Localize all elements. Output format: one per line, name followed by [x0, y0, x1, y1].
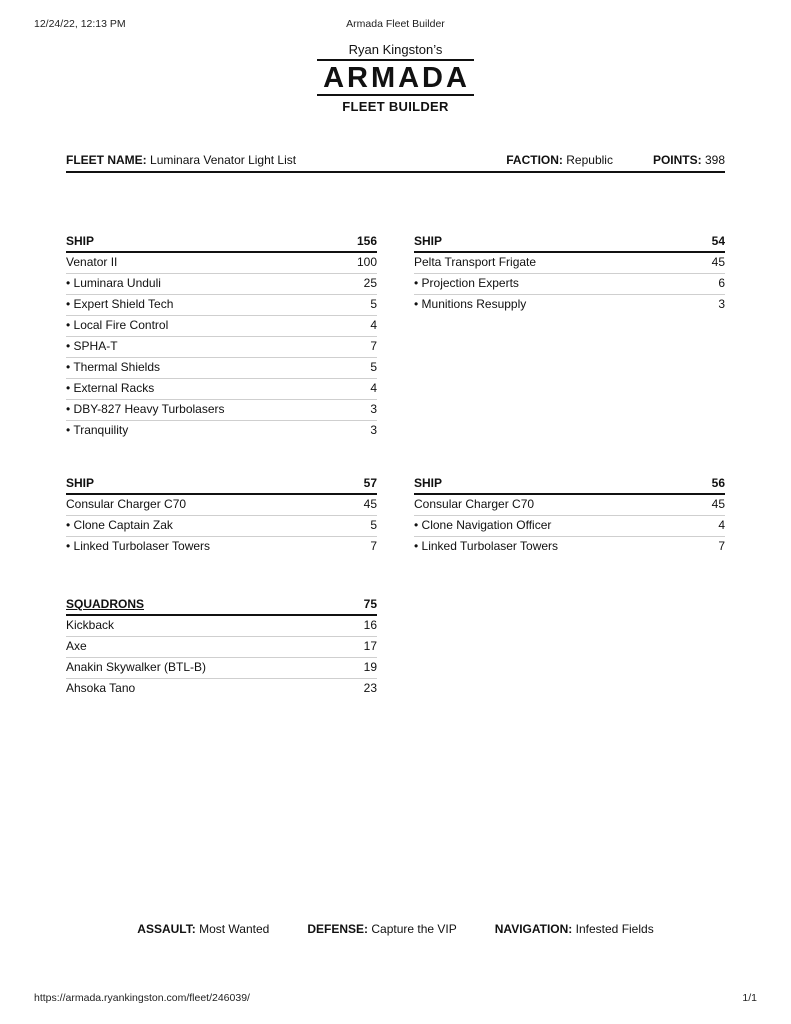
ship-card-venator [66, 233, 377, 441]
ship-card-consular-2 [414, 475, 725, 557]
ship-card-pelta [414, 233, 725, 315]
item-points: 100 [356, 255, 377, 269]
item-points: 19 [363, 660, 377, 674]
item-name: • Local Fire Control [66, 318, 169, 332]
item-points: 17 [363, 639, 377, 653]
item-points: 3 [370, 402, 377, 416]
section-total: 156 [356, 234, 377, 248]
print-title: Armada Fleet Builder [346, 18, 445, 30]
list-item [414, 295, 725, 315]
armada-logo [0, 42, 791, 114]
item-name: Venator II [66, 255, 118, 269]
item-points: 7 [718, 539, 725, 553]
item-points: 23 [363, 681, 377, 695]
section-header [66, 475, 377, 495]
item-name: • Linked Turbolaser Towers [66, 539, 211, 553]
fleet-points [653, 153, 725, 167]
ship-card-consular-1 [66, 475, 377, 557]
list-item [66, 616, 377, 637]
section-header [414, 475, 725, 495]
fleet-name-value: Luminara Venator Light List [150, 153, 297, 167]
list-item [66, 400, 377, 421]
print-footer [34, 992, 757, 1006]
item-name: • Munitions Resupply [414, 297, 527, 311]
item-points: 7 [370, 339, 377, 353]
section-total: 75 [363, 597, 377, 611]
item-points: 3 [370, 423, 377, 437]
objective-navigation [495, 922, 654, 936]
fleet-faction [506, 153, 613, 167]
list-item [66, 379, 377, 400]
navigation-value: Infested Fields [575, 922, 654, 936]
item-points: 4 [370, 381, 377, 395]
section-total: 57 [363, 476, 377, 490]
objective-defense [307, 922, 456, 936]
section-title: SHIP [66, 476, 95, 490]
fleet-info-bar [66, 153, 725, 173]
list-item [66, 253, 377, 274]
list-item [66, 337, 377, 358]
list-item [414, 274, 725, 295]
item-points: 45 [711, 497, 725, 511]
assault-value: Most Wanted [199, 922, 270, 936]
list-item [66, 495, 377, 516]
list-item [66, 421, 377, 441]
list-item [66, 316, 377, 337]
item-name: Consular Charger C70 [66, 497, 187, 511]
squadrons-card [66, 596, 377, 699]
fleet-faction-value: Republic [566, 153, 613, 167]
item-name: • External Racks [66, 381, 155, 395]
item-name: • Tranquility [66, 423, 129, 437]
list-item [66, 295, 377, 316]
item-name: • Thermal Shields [66, 360, 161, 374]
list-item [66, 537, 377, 557]
section-title: SHIP [414, 476, 443, 490]
list-item [66, 637, 377, 658]
list-item [66, 516, 377, 537]
item-points: 45 [711, 255, 725, 269]
item-name: Axe [66, 639, 87, 653]
defense-label: DEFENSE: [307, 922, 369, 936]
item-points: 7 [370, 539, 377, 553]
print-url: https://armada.ryankingston.com/fleet/246039/ [34, 992, 250, 1004]
item-name: Consular Charger C70 [414, 497, 535, 511]
item-points: 4 [370, 318, 377, 332]
logo-wordmark: ARMADA [317, 59, 474, 96]
item-points: 25 [363, 276, 377, 290]
item-name: • Luminara Unduli [66, 276, 161, 290]
navigation-label: NAVIGATION: [494, 922, 573, 936]
print-page-number: 1/1 [742, 992, 757, 1004]
fleet-faction-label: FACTION: [506, 153, 563, 167]
fleet-points-label: POINTS: [652, 153, 702, 167]
list-item [66, 658, 377, 679]
item-name: • Clone Navigation Officer [414, 518, 552, 532]
item-points: 4 [718, 518, 725, 532]
fleet-name [66, 153, 296, 167]
section-title: SHIP [414, 234, 443, 248]
section-total: 56 [711, 476, 725, 490]
section-title: SHIP [66, 234, 95, 248]
item-points: 5 [370, 297, 377, 311]
list-item [66, 358, 377, 379]
section-total: 54 [711, 234, 725, 248]
item-name: • Clone Captain Zak [66, 518, 173, 532]
objective-assault [137, 922, 269, 936]
item-points: 3 [718, 297, 725, 311]
print-header [34, 18, 757, 32]
item-name: Pelta Transport Frigate [414, 255, 537, 269]
list-item [414, 495, 725, 516]
section-header [66, 596, 377, 616]
item-name: • SPHA-T [66, 339, 118, 353]
fleet-points-value: 398 [704, 153, 725, 167]
item-name: Anakin Skywalker (BTL-B) [66, 660, 207, 674]
list-item [414, 537, 725, 557]
defense-value: Capture the VIP [371, 922, 457, 936]
item-name: Ahsoka Tano [66, 681, 136, 695]
item-points: 5 [370, 518, 377, 532]
assault-label: ASSAULT: [137, 922, 196, 936]
logo-byline: Ryan Kingston’s [348, 42, 443, 57]
item-name: • Projection Experts [414, 276, 519, 290]
fleet-name-label: FLEET NAME: [66, 153, 147, 167]
section-header [66, 233, 377, 253]
item-name: • Linked Turbolaser Towers [414, 539, 559, 553]
item-points: 45 [363, 497, 377, 511]
list-item [66, 679, 377, 699]
list-item [414, 516, 725, 537]
item-points: 6 [718, 276, 725, 290]
list-item [66, 274, 377, 295]
list-item [414, 253, 725, 274]
print-datetime: 12/24/22, 12:13 PM [34, 18, 126, 30]
section-title: SQUADRONS [66, 597, 145, 611]
item-name: • DBY-827 Heavy Turbolasers [66, 402, 225, 416]
objectives-bar [0, 922, 791, 936]
item-name: Kickback [66, 618, 115, 632]
logo-subtitle: FLEET BUILDER [342, 99, 449, 114]
item-name: • Expert Shield Tech [66, 297, 174, 311]
section-header [414, 233, 725, 253]
item-points: 16 [363, 618, 377, 632]
item-points: 5 [370, 360, 377, 374]
